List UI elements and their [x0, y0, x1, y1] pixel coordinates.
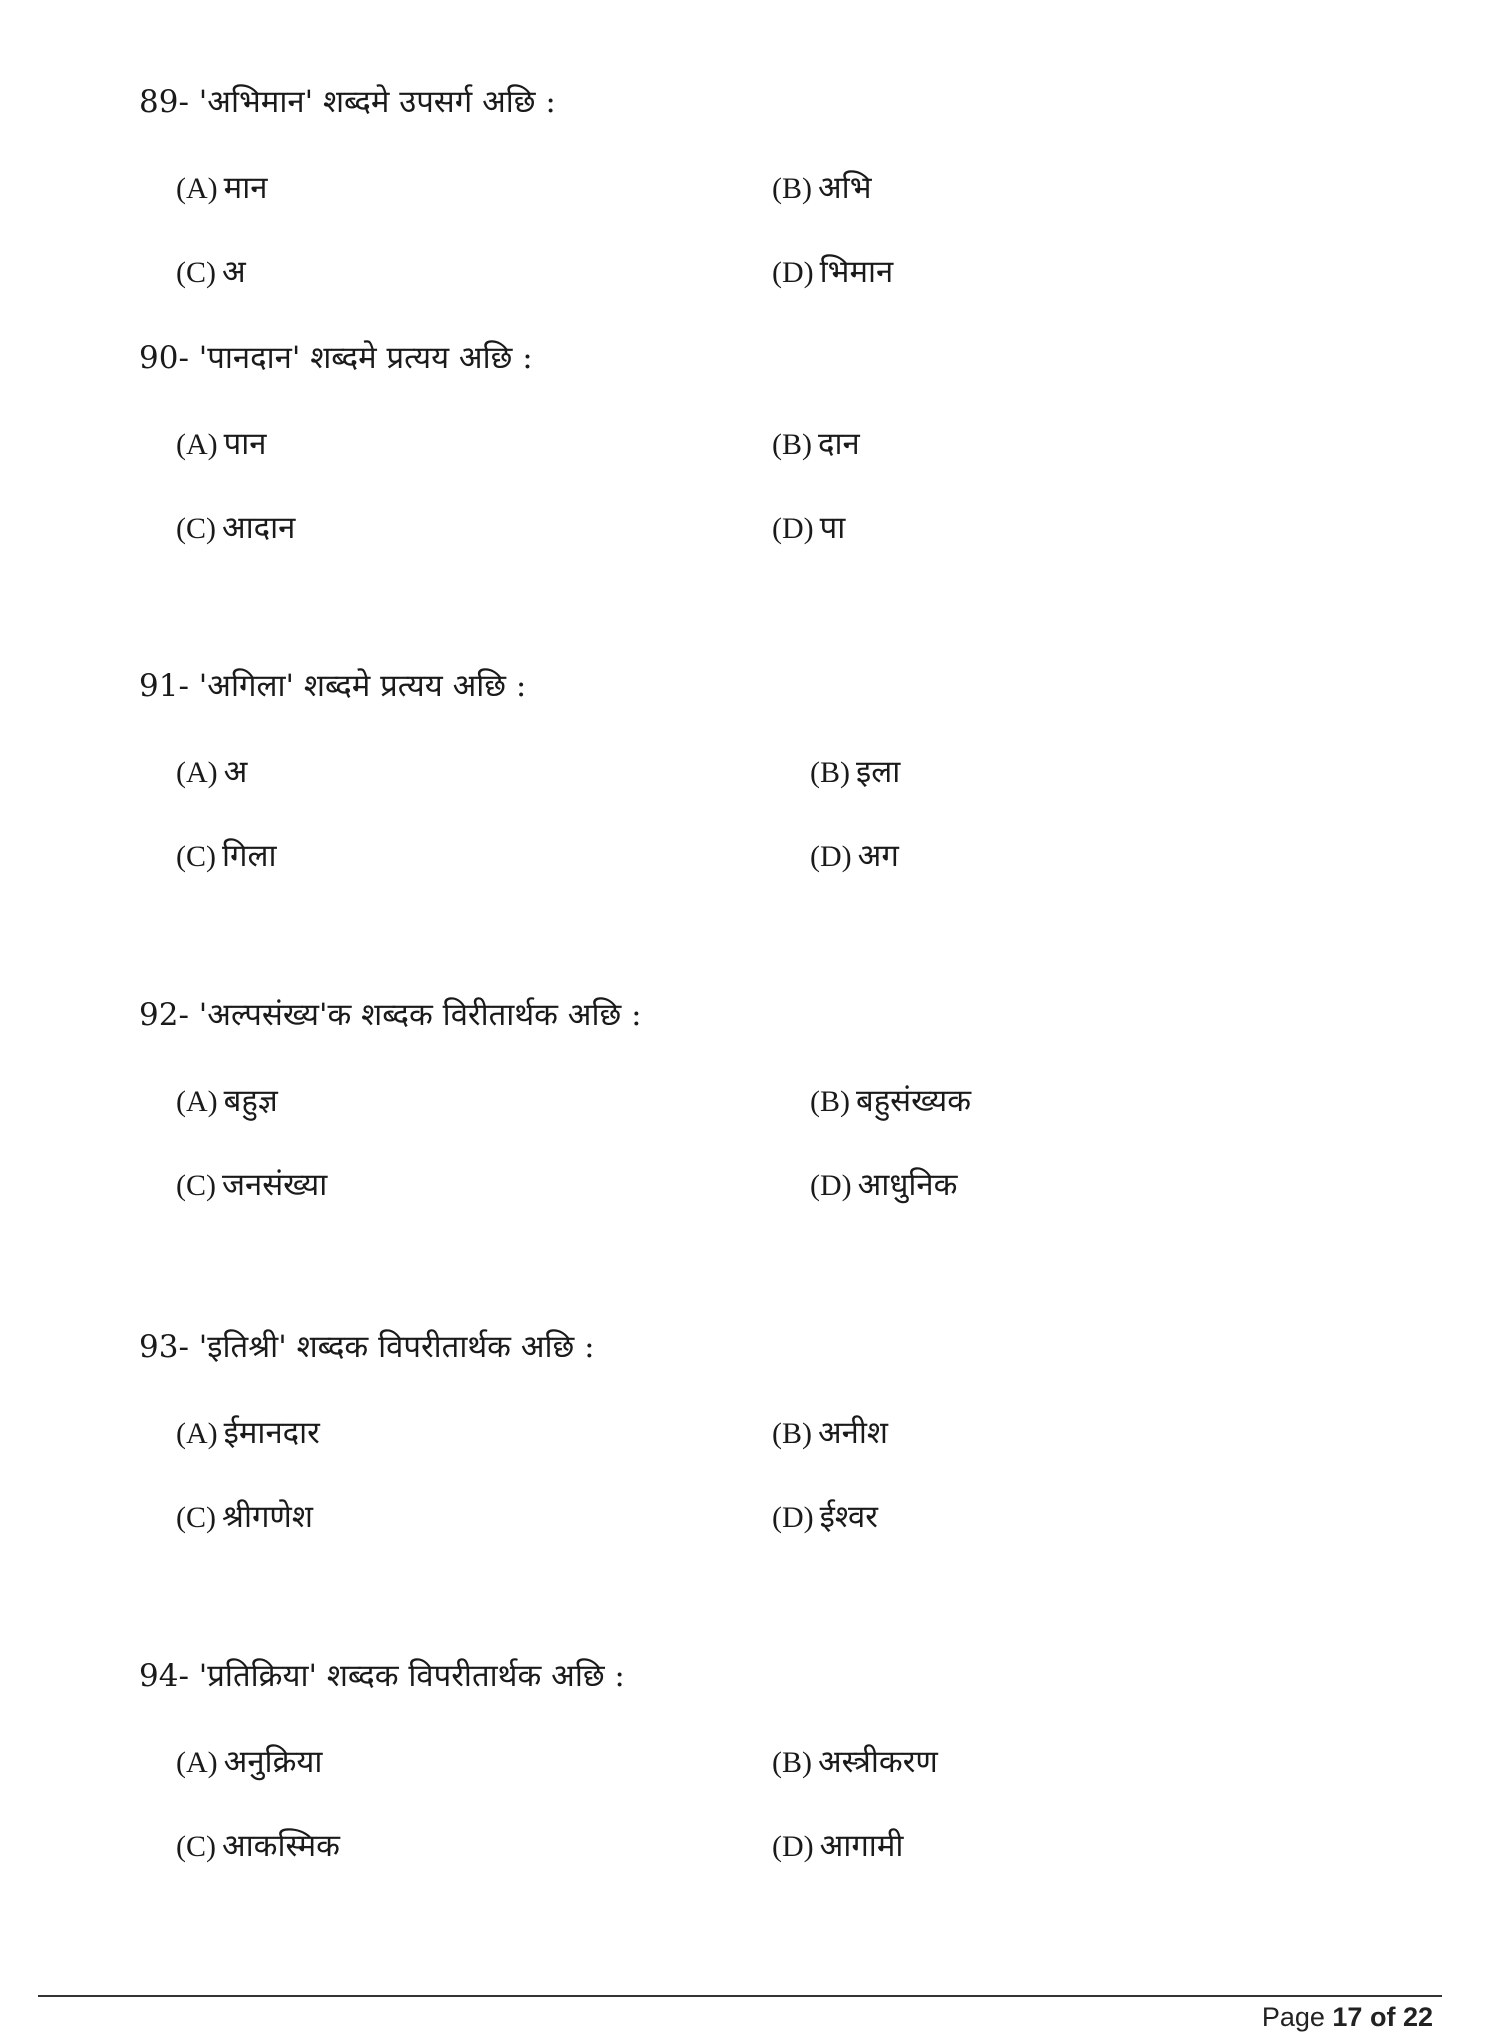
option-tag: (B) [772, 1417, 812, 1450]
option-tag: (B) [772, 428, 812, 461]
page-number [1262, 2000, 1433, 2034]
option-text: अस्त्रीकरण [818, 1744, 938, 1780]
option-tag: (D) [810, 840, 852, 873]
option-a [176, 1413, 320, 1454]
option-text: जनसंख्या [222, 1167, 328, 1203]
option-a [176, 1742, 322, 1783]
question-stem: 93- 'इतिश्री' शब्दक विपरीतार्थक अछि : [139, 1329, 595, 1365]
option-text: इला [856, 754, 901, 790]
option-a [176, 424, 267, 465]
of-word: of [1369, 2002, 1396, 2032]
question-stem: 90- 'पानदान' शब्दमे प्रत्यय अछि : [139, 340, 533, 376]
option-tag: (D) [772, 512, 814, 545]
option-text: बहुज्ञ [223, 1083, 278, 1119]
option-b [772, 1413, 888, 1454]
option-text: आगामी [819, 1828, 904, 1864]
option-c [176, 508, 295, 549]
option-a [176, 1081, 278, 1122]
option-text: ईश्वर [819, 1499, 878, 1535]
option-text: मान [223, 170, 268, 206]
option-text: ईमानदार [223, 1415, 320, 1451]
option-text: गिला [222, 838, 277, 874]
option-c [176, 836, 277, 877]
page-current: 17 [1332, 2002, 1363, 2032]
option-text: आकस्मिक [222, 1828, 340, 1864]
option-tag: (A) [176, 428, 218, 461]
option-text: अ [223, 754, 248, 790]
question-stem: 94- 'प्रतिक्रिया' शब्दक विपरीतार्थक अछि : [139, 1658, 625, 1694]
option-d [810, 1165, 957, 1206]
option-d [772, 1826, 903, 1867]
option-text: बहुसंख्यक [856, 1083, 972, 1119]
option-text: पा [819, 510, 846, 546]
option-tag: (A) [176, 1417, 218, 1450]
option-tag: (B) [810, 1085, 850, 1118]
option-tag: (A) [176, 1746, 218, 1779]
option-text: अनीश [818, 1415, 888, 1451]
option-c [176, 1497, 313, 1538]
option-tag: (A) [176, 756, 218, 789]
option-b [772, 1742, 938, 1783]
option-c [176, 1165, 327, 1206]
option-text: अ [222, 254, 246, 290]
option-tag: (B) [810, 756, 850, 789]
question-stem: 89- 'अभिमान' शब्दमे उपसर्ग अछि : [139, 84, 556, 120]
option-d [810, 836, 899, 877]
option-text: आधुनिक [857, 1167, 958, 1203]
option-tag: (C) [176, 1501, 216, 1534]
option-tag: (C) [176, 840, 216, 873]
option-text: अग [857, 838, 899, 874]
option-tag: (C) [176, 512, 216, 545]
question-stem: 91- 'अगिला' शब्दमे प्रत्यय अछि : [139, 668, 527, 704]
footer-divider [38, 1995, 1442, 1997]
option-tag: (B) [772, 1746, 812, 1779]
option-tag: (C) [176, 1830, 216, 1863]
option-text: भिमान [819, 254, 894, 290]
option-b [772, 424, 860, 465]
option-tag: (D) [772, 1501, 814, 1534]
option-b [772, 168, 872, 209]
question-stem: 92- 'अल्पसंख्य'क शब्दक विरीतार्थक अछि : [139, 997, 642, 1033]
option-a [176, 752, 247, 793]
option-c [176, 1826, 340, 1867]
option-c [176, 252, 246, 293]
option-text: दान [818, 426, 860, 462]
option-tag: (B) [772, 172, 812, 205]
option-d [772, 508, 845, 549]
page-total: 22 [1402, 2002, 1433, 2032]
option-tag: (D) [772, 1830, 814, 1863]
option-tag: (D) [810, 1169, 852, 1202]
option-tag: (A) [176, 1085, 218, 1118]
option-tag: (A) [176, 172, 218, 205]
option-text: श्रीगणेश [222, 1499, 313, 1535]
page-word: Page [1261, 2002, 1325, 2032]
option-text: पान [223, 426, 267, 462]
option-d [772, 252, 893, 293]
option-text: अनुक्रिया [223, 1744, 323, 1780]
option-text: आदान [222, 510, 296, 546]
option-b [810, 1081, 971, 1122]
option-tag: (D) [772, 256, 814, 289]
option-tag: (C) [176, 1169, 216, 1202]
option-text: अभि [818, 170, 872, 206]
option-tag: (C) [176, 256, 216, 289]
option-a [176, 168, 267, 209]
option-d [772, 1497, 878, 1538]
option-b [810, 752, 900, 793]
